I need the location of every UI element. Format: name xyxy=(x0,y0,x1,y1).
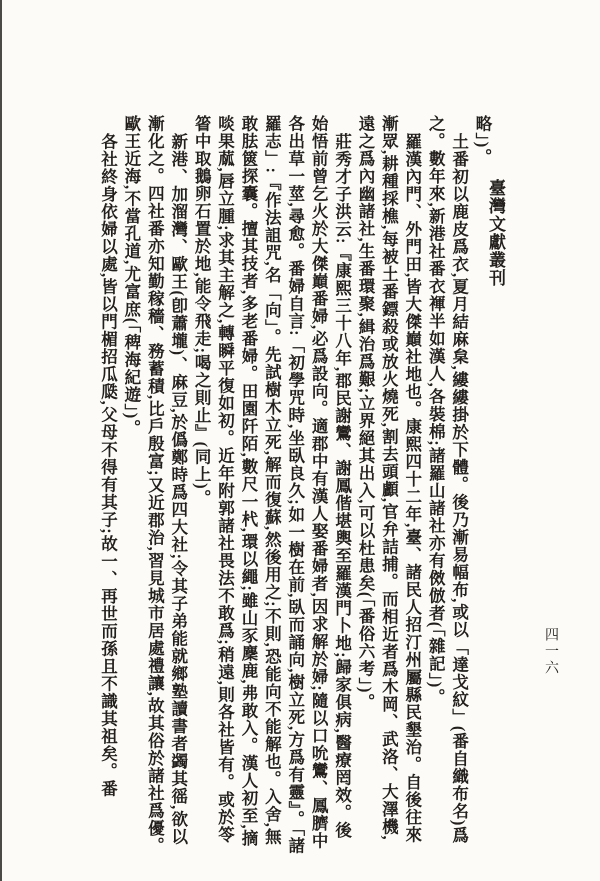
paragraph: 各社終身依婦以處,皆以門楣招瓜瓞,父母不得有其子;故一、再世而孫且不識其祖矣。番 xyxy=(98,132,118,797)
paragraph: 土番初以鹿皮爲衣,夏月結麻枲,縷縷掛於下體。後乃漸易幅布,或以「達戈紋」(番自織布名)爲之。數年來,新港社番衣褌半如漢人,各裝棉;諸羅山諸社亦有傚倣者(「雜記」)。 xyxy=(426,115,469,844)
body-text-block xyxy=(54,115,494,855)
page-number: 四一六 xyxy=(543,627,558,677)
paragraph: 羅漢內門、外門田,皆大傑巔社地也。康熙四十二年,臺、諸民人招汀州屬縣民墾治。自後往來漸眾,耕種採樵,每被土番鏢殺或放火燒死,割去頭顱,官弁詰捕。而相近者爲木岡、武洛、大澤機,遠之爲內幽諸社,生番環聚,緝治爲艱;立界絕其出入,可以杜患矣(「番俗六考」)。 xyxy=(355,115,422,843)
paragraph: 莊秀才子洪云:『康熙三十八年,郡民謝鸞、謝鳳偕堪輿至羅漢門卜地;歸家俱病,醫療罔效。後始悟前曾乞火於大傑巔番婦,必爲設向。適郡中有漢人娶番婦者,因求解於婦;隨以口吮鸞、鳳臍中各出草一莖,尋愈。番婦自言:「初學咒時,坐臥良久;如一樹在前,臥而誦向,樹立死,方爲有靈』。「諸羅志」:『作法詛咒,名「向」。先試樹木立死,解而復蘇,然後用之;不則,恐能向不能解也。入舍,無敢胠篋探囊。擅其技者,多老番婦。田園阡陌,數尺一杙,環以繩;雖山豕麇鹿,弗敢入。漢人初至,摘啖果蓏,唇立腫;求其主解之,轉瞬平復如初。近年附郭諸社畏法不敢爲;稍遠,則各社皆有。或於笭箵中取鵝卵石置於地,能令飛走;喝之則止』(同上)。 xyxy=(192,115,352,855)
running-head-title: 臺灣文獻叢刊 xyxy=(486,179,505,287)
scan-edge-artifact xyxy=(0,0,2,881)
paragraph: 略」)。 xyxy=(473,115,492,166)
paragraph: 新港、加溜灣、歐王(卽蕭壠)、麻豆,於僞鄭時爲四大社;令其子弟能就鄉塾讀書者蠲其徭,欲以漸化之。四社番亦知勤稼穡、務蓄積,比戶殷富;又近郡治,習見城市居處禮讓,故其俗於諸社爲優。歐王近海,不當孔道,尤富庶(「稗海紀遊」)。 xyxy=(121,115,188,855)
